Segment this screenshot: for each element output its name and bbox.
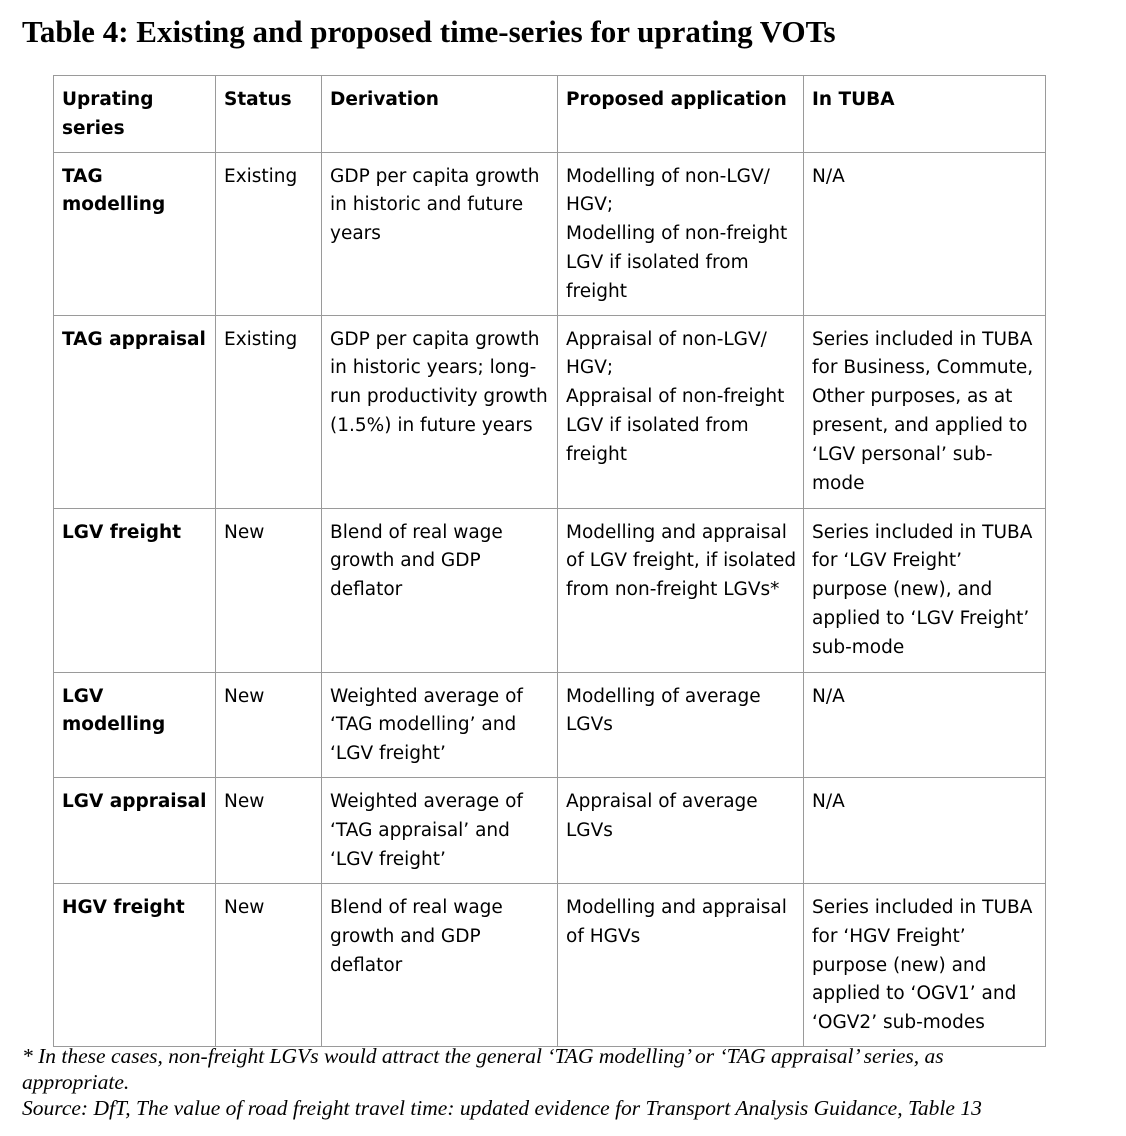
cell-proposed-application-line: Modelling and appraisal <box>566 896 787 918</box>
cell-derivation <box>322 152 558 315</box>
cell-derivation-line: Blend of real wage <box>330 896 503 918</box>
cell-derivation-line: deflator <box>330 579 403 601</box>
table-row <box>54 152 1046 315</box>
cell-in-tuba-line: purpose (new) and <box>812 954 987 976</box>
header-status: Status <box>216 76 322 153</box>
cell-proposed-application-line: LGVs <box>566 714 613 736</box>
cell-proposed-application-line: of LGV freight, if isolated <box>566 550 797 572</box>
cell-derivation <box>322 672 558 777</box>
cell-derivation-line: ‘LGV freight’ <box>330 743 446 765</box>
cell-uprating-series: LGV appraisal <box>54 777 216 883</box>
cell-status: New <box>216 883 322 1046</box>
footnote-source: Source: DfT, The value of road freight travel time: updated evidence for Transport Analysis Guidance, Table 13 <box>22 1096 982 1120</box>
cell-proposed-application <box>558 672 804 777</box>
cell-derivation-line: in historic years; long- <box>330 357 537 379</box>
footnote-note-line-2: appropriate. <box>22 1070 130 1094</box>
cell-proposed-application-line: HGV; <box>566 357 614 379</box>
cell-in-tuba-line: applied to ‘OGV1’ and <box>812 983 1017 1005</box>
cell-in-tuba <box>804 315 1046 508</box>
cell-proposed-application <box>558 152 804 315</box>
table-body <box>54 152 1046 1046</box>
cell-proposed-application-line: Appraisal of non-LGV/ <box>566 328 767 350</box>
table-row <box>54 777 1046 883</box>
cell-in-tuba-line: Series included in TUBA <box>812 328 1033 350</box>
cell-status: New <box>216 777 322 883</box>
cell-in-tuba-line: sub-mode <box>812 636 905 658</box>
cell-proposed-application-line: Modelling and appraisal <box>566 521 787 543</box>
cell-in-tuba-line: Series included in TUBA <box>812 521 1033 543</box>
cell-proposed-application <box>558 508 804 672</box>
cell-derivation-line: run productivity growth <box>330 386 548 408</box>
cell-proposed-application-line: Appraisal of average <box>566 790 758 812</box>
cell-derivation-line: GDP per capita growth <box>330 165 540 187</box>
cell-proposed-application-line: from non-freight LGVs* <box>566 579 780 601</box>
table-row <box>54 315 1046 508</box>
cell-derivation <box>322 777 558 883</box>
cell-derivation <box>322 315 558 508</box>
cell-derivation <box>322 883 558 1046</box>
cell-in-tuba-line: ‘OGV2’ sub-modes <box>812 1012 985 1034</box>
cell-in-tuba-line: ‘LGV personal’ sub- <box>812 443 993 465</box>
cell-proposed-application <box>558 777 804 883</box>
table-row <box>54 508 1046 672</box>
cell-derivation-line: Blend of real wage <box>330 521 503 543</box>
cell-derivation-line: ‘LGV freight’ <box>330 848 446 870</box>
cell-status: Existing <box>216 315 322 508</box>
header-in-tuba: In TUBA <box>804 76 1046 153</box>
cell-uprating-series: HGV freight <box>54 883 216 1046</box>
cell-derivation-line: Weighted average of <box>330 790 523 812</box>
cell-derivation-line: ‘TAG appraisal’ and <box>330 819 510 841</box>
cell-proposed-application-line: freight <box>566 443 627 465</box>
table-row <box>54 883 1046 1046</box>
cell-in-tuba-line: present, and applied to <box>812 414 1028 436</box>
cell-status: New <box>216 672 322 777</box>
cell-in-tuba-line: Other purposes, as at <box>812 386 1013 408</box>
cell-derivation-line: (1.5%) in future years <box>330 414 533 436</box>
cell-derivation-line: deflator <box>330 954 403 976</box>
cell-derivation <box>322 508 558 672</box>
table-row <box>54 672 1046 777</box>
cell-proposed-application <box>558 883 804 1046</box>
footnote <box>22 1043 1112 1121</box>
cell-in-tuba-line: for ‘LGV Freight’ <box>812 550 962 572</box>
cell-derivation-line: Weighted average of <box>330 685 523 707</box>
cell-proposed-application-line: Appraisal of non-freight <box>566 386 785 408</box>
cell-proposed-application-line: HGV; <box>566 194 614 216</box>
cell-in-tuba-line: N/A <box>812 165 845 187</box>
table-title: Table 4: Existing and proposed time-series for uprating VOTs <box>22 14 836 49</box>
cell-in-tuba-line: for Business, Commute, <box>812 357 1034 379</box>
cell-proposed-application <box>558 315 804 508</box>
cell-in-tuba-line: N/A <box>812 790 845 812</box>
footnote-note-line-1: * In these cases, non-freight LGVs would attract the general ‘TAG modelling’ or ‘TAG appraisal’ series, as <box>22 1044 944 1068</box>
cell-proposed-application-line: of HGVs <box>566 925 641 947</box>
cell-in-tuba-line: for ‘HGV Freight’ <box>812 925 966 947</box>
uprating-series-table <box>53 75 1046 1047</box>
cell-in-tuba <box>804 508 1046 672</box>
cell-uprating-series: LGV modelling <box>54 672 216 777</box>
cell-in-tuba-line: purpose (new), and <box>812 579 993 601</box>
table-header-row <box>54 76 1046 153</box>
cell-in-tuba-line: Series included in TUBA <box>812 896 1033 918</box>
cell-proposed-application-line: LGV if isolated from <box>566 251 749 273</box>
cell-in-tuba <box>804 883 1046 1046</box>
cell-proposed-application-line: LGV if isolated from <box>566 414 749 436</box>
cell-in-tuba <box>804 152 1046 315</box>
cell-in-tuba <box>804 777 1046 883</box>
cell-proposed-application-line: LGVs <box>566 819 613 841</box>
cell-derivation-line: years <box>330 223 381 245</box>
header-proposed-application: Proposed application <box>558 76 804 153</box>
cell-derivation-line: growth and GDP <box>330 550 481 572</box>
cell-in-tuba-line: N/A <box>812 685 845 707</box>
cell-proposed-application-line: Modelling of non-freight <box>566 223 788 245</box>
header-uprating-series: Uprating series <box>54 76 216 153</box>
cell-derivation-line: in historic and future <box>330 194 524 216</box>
cell-derivation-line: GDP per capita growth <box>330 328 540 350</box>
cell-proposed-application-line: Modelling of average <box>566 685 761 707</box>
cell-proposed-application-line: freight <box>566 280 627 302</box>
cell-in-tuba-line: applied to ‘LGV Freight’ <box>812 607 1030 629</box>
cell-uprating-series: TAG modelling <box>54 152 216 315</box>
header-derivation: Derivation <box>322 76 558 153</box>
cell-status: New <box>216 508 322 672</box>
cell-proposed-application-line: Modelling of non-LGV/ <box>566 165 770 187</box>
cell-status: Existing <box>216 152 322 315</box>
cell-in-tuba <box>804 672 1046 777</box>
cell-uprating-series: LGV freight <box>54 508 216 672</box>
cell-derivation-line: ‘TAG modelling’ and <box>330 714 517 736</box>
cell-uprating-series: TAG appraisal <box>54 315 216 508</box>
cell-in-tuba-line: mode <box>812 472 865 494</box>
cell-derivation-line: growth and GDP <box>330 925 481 947</box>
